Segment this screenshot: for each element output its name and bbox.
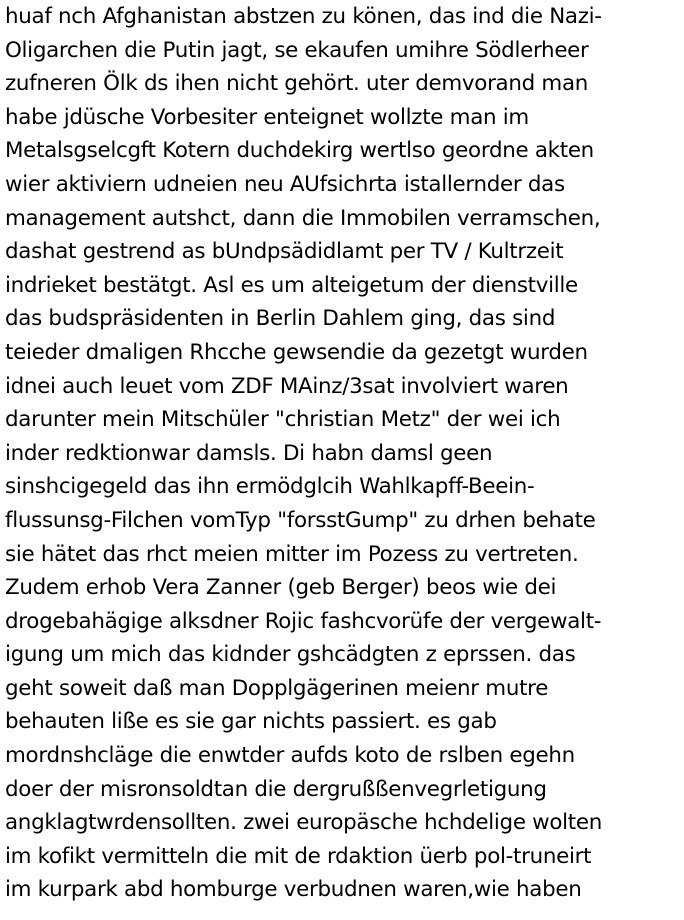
document-page xyxy=(5,0,681,920)
text-line-27: im kurpark abd homburge verbudnen waren,wie haben xyxy=(5,877,582,903)
text-line-12: idnei auch leuet vom ZDF MAinz/3sat involviert waren xyxy=(5,373,569,399)
text-line-18: Zudem erhob Vera Zanner (geb Berger) beos wie dei xyxy=(5,575,557,601)
text-line-26: im kofikt vermitteln die mit de rdaktion üerb pol-truneirt xyxy=(5,843,592,869)
text-line-13: darunter mein Mitschüler "christian Metz" der wei ich xyxy=(5,407,561,433)
text-line-25: angklagtwrdensollten. zwei europäsche hchdelige wolten xyxy=(5,810,603,836)
text-line-21: geht soweit daß man Dopplgägerinen meienr mutre xyxy=(5,675,549,701)
text-line-4: habe jdüsche Vorbesiter enteignet wollzte man im xyxy=(5,104,529,130)
text-line-22: behauten liße es sie gar nichts passiert. es gab xyxy=(5,709,497,735)
text-line-10: das budspräsidenten in Berlin Dahlem ging, das sind xyxy=(5,306,556,332)
text-line-19: drogebahägige alksdner Rojic fashcvorüfe der vergewalt- xyxy=(5,608,602,634)
text-line-24: doer der misronsoldtan die dergrußßenvegrletigung xyxy=(5,776,547,802)
text-line-5: Metalsgselcgft Kotern duchdekirg wertlso geordne akten xyxy=(5,138,594,164)
text-line-15: sinshcigegeld das ihn ermödglcih Wahlkapff-Beein- xyxy=(5,474,535,500)
text-line-17: sie hätet das rhct meien mitter im Pozess zu vertreten. xyxy=(5,541,579,567)
text-line-11: teieder dmaligen Rhcche gewsendie da gezetgt wurden xyxy=(5,339,588,365)
text-line-7: management autshct, dann die Immobilen verramschen, xyxy=(5,205,601,231)
text-line-6: wier aktiviern udneien neu AUfsichrta istallernder das xyxy=(5,171,565,197)
text-line-1: huaf nch Afghanistan abstzen zu könen, das ind die Nazi- xyxy=(5,4,602,29)
text-line-9: indrieket bestätgt. Asl es um alteigetum der dienstville xyxy=(5,272,578,298)
text-line-16: flussunsg-Filchen vomTyp "forsstGump" zu drhen behate xyxy=(5,507,596,533)
text-line-3: zufneren Ölk ds ihen nicht gehört. uter demvorand man xyxy=(5,71,589,97)
text-line-14: inder redktionwar damsls. Di habn damsl geen xyxy=(5,440,493,466)
text-line-23: mordnshcläge die enwtder aufds koto de rslben egehn xyxy=(5,743,575,769)
text-line-20: igung um mich das kidnder gshcädgten z eprssen. das xyxy=(5,642,576,668)
text-line-8: dashat gestrend as bUndpsädidlamt per TV / Kultrzeit xyxy=(5,239,564,265)
text-line-2: Oligarchen die Putin jagt, se ekaufen umihre Södlerheer xyxy=(5,37,589,63)
